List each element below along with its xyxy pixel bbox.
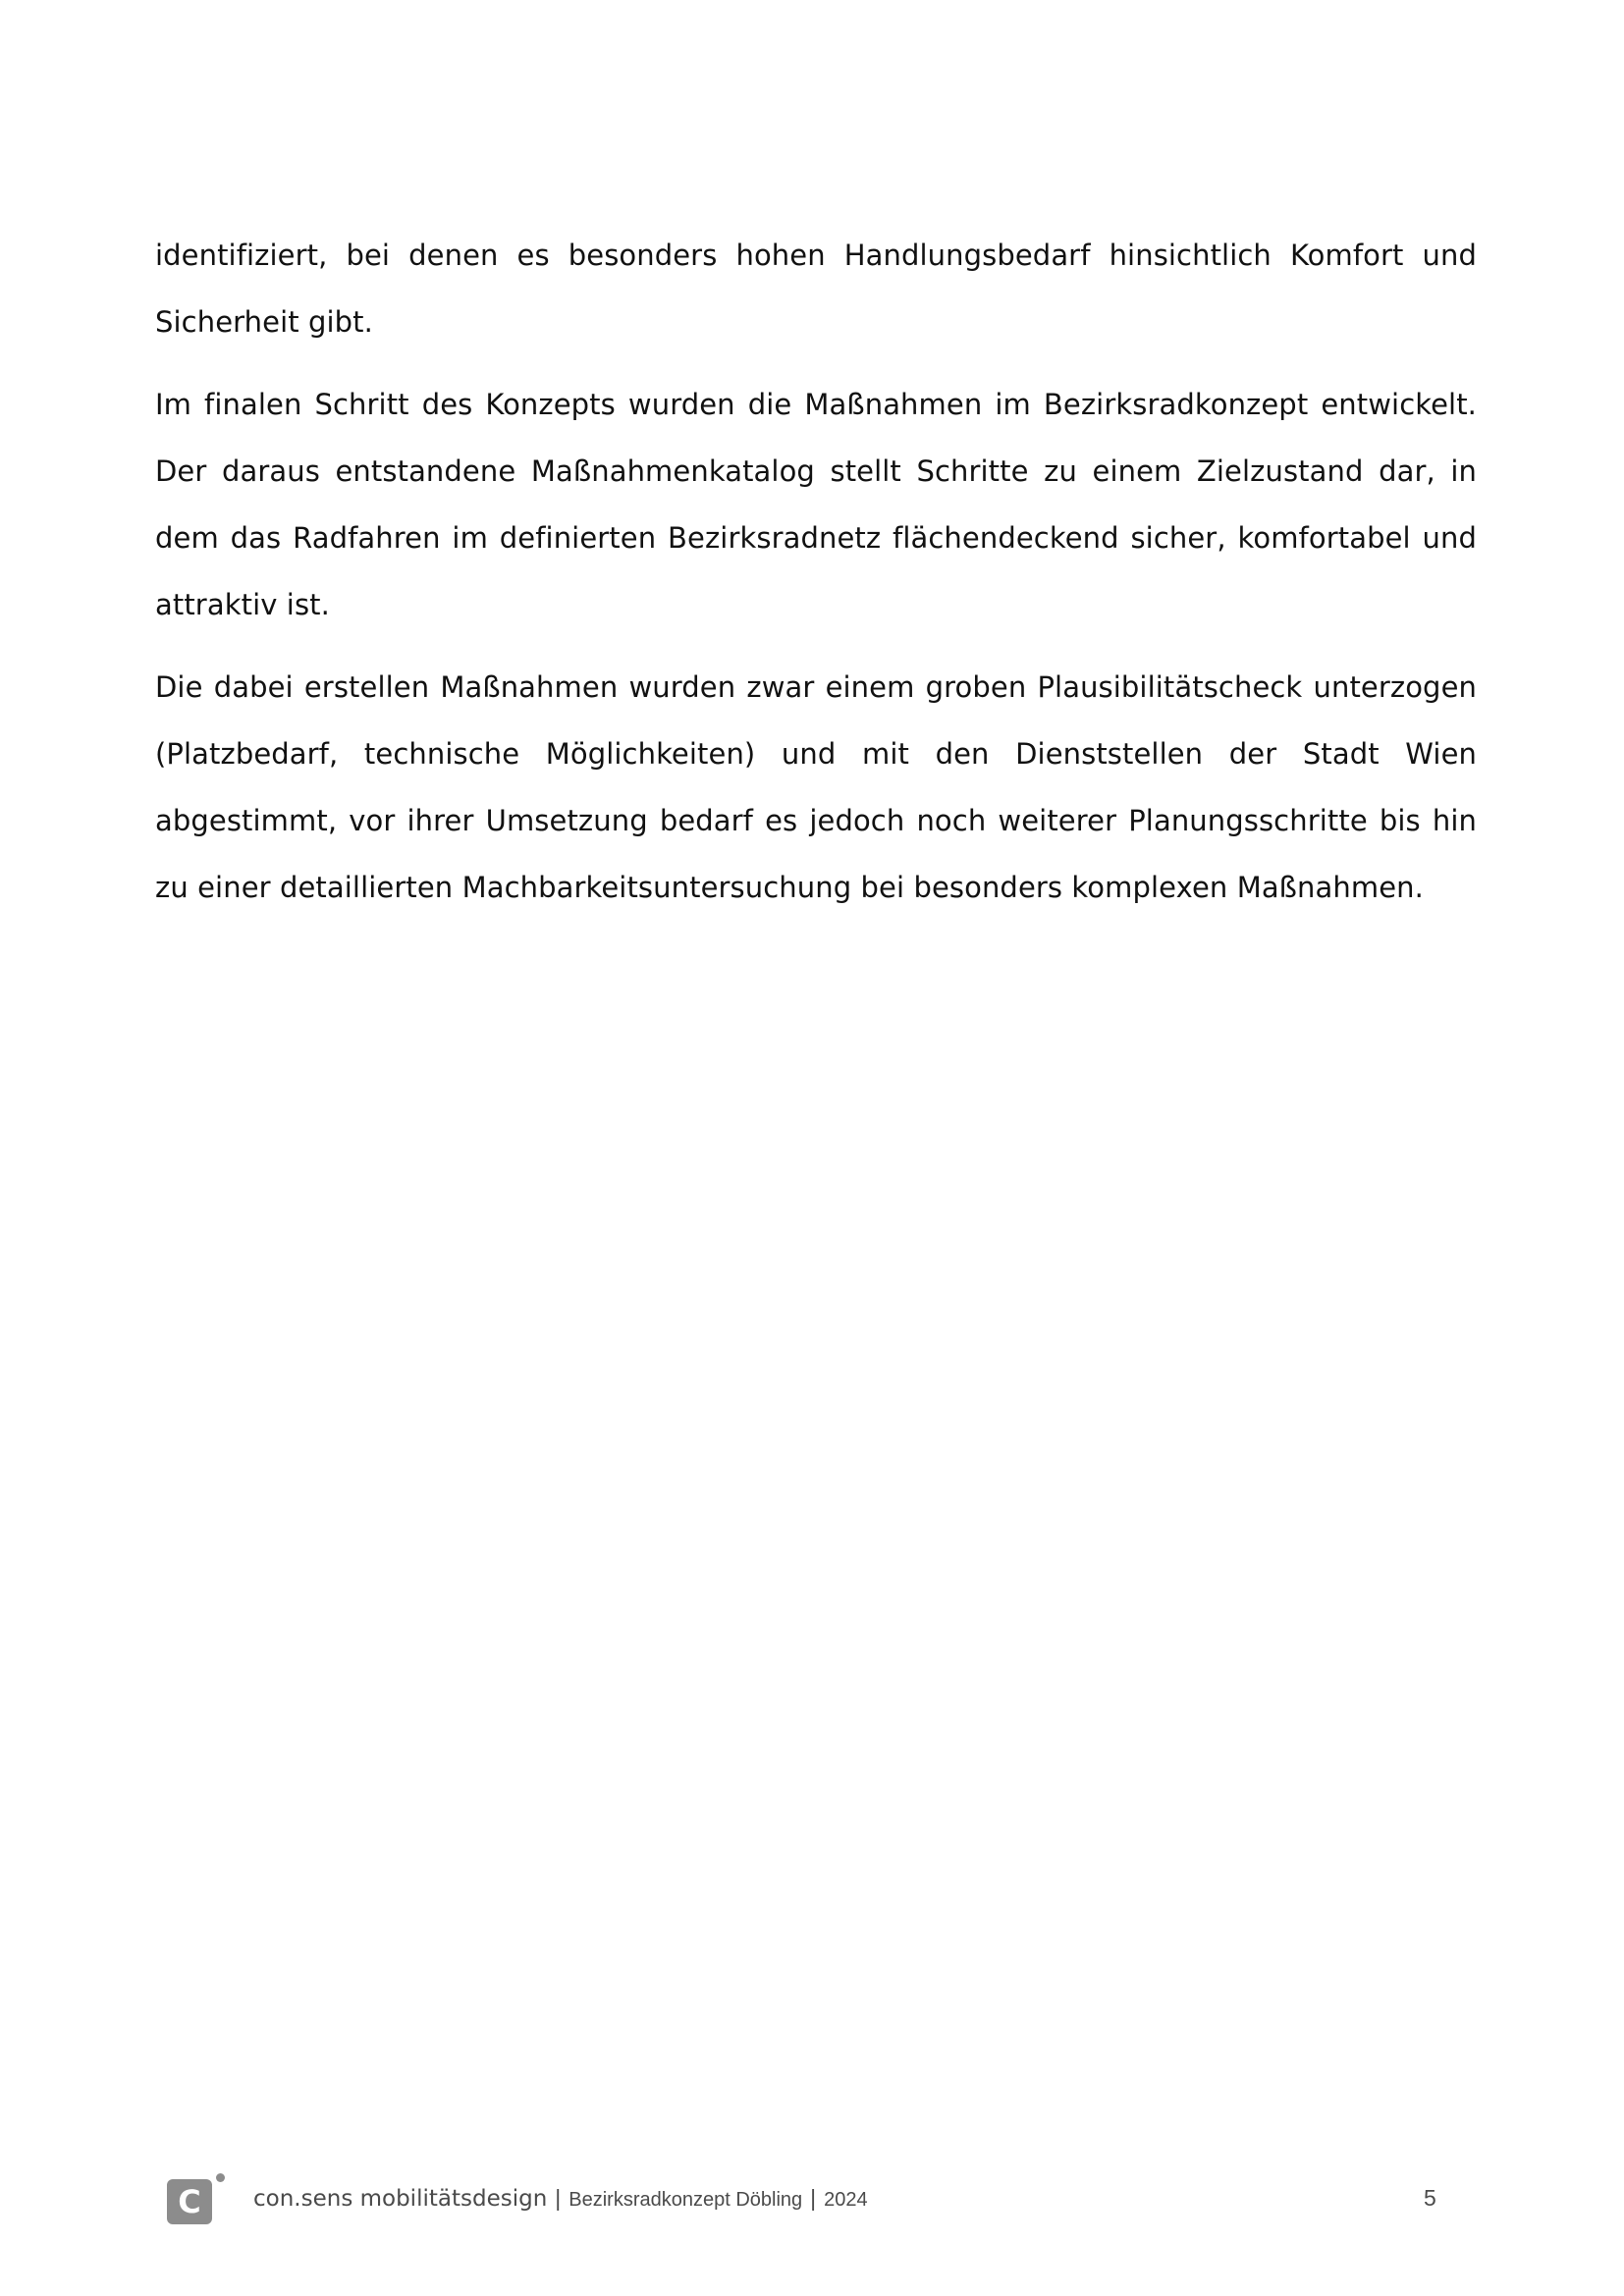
- logo-letter: C: [178, 2183, 201, 2220]
- footer-document-title: Bezirksradkonzept Döbling: [568, 2189, 803, 2211]
- page-number: 5: [1424, 2185, 1436, 2211]
- footer-year: 2024: [824, 2189, 868, 2211]
- page-footer: [167, 2177, 1443, 2226]
- footer-separator: |: [810, 2185, 817, 2211]
- footer-company: con.sens mobilitätsdesign: [253, 2186, 548, 2212]
- company-logo: [167, 2179, 212, 2224]
- body-text: [155, 222, 1477, 936]
- paragraph: Die dabei erstellen Maßnahmen wurden zwar einem groben Plausibilitätscheck unterzogen (Platzbedarf, technische Möglichkeiten) und mit den Dienststellen der Stadt Wien abgestimmt, vor ihrer Umsetzung bedarf es jedoch noch weiterer Planungsschritte bis hin zu einer detaillierten Machbarkeitsuntersuchung bei besonders komplexen Maßnahmen.: [155, 670, 1477, 904]
- footer-separator: |: [555, 2185, 562, 2211]
- paragraph: identifiziert, bei denen es besonders hohen Handlungsbedarf hinsichtlich Komfort und Sicherheit gibt.: [155, 239, 1477, 339]
- paragraph: Im finalen Schritt des Konzepts wurden die Maßnahmen im Bezirksradkonzept entwickelt. Der daraus entstandene Maßnahmenkatalog stellt Schritte zu einem Zielzustand dar, in dem das Radfahren im definierten Bezirksradnetz flächendeckend sicher, komfortabel und attraktiv ist.: [155, 388, 1477, 621]
- footer-text: [253, 2185, 868, 2212]
- logo-dot-icon: [216, 2173, 225, 2182]
